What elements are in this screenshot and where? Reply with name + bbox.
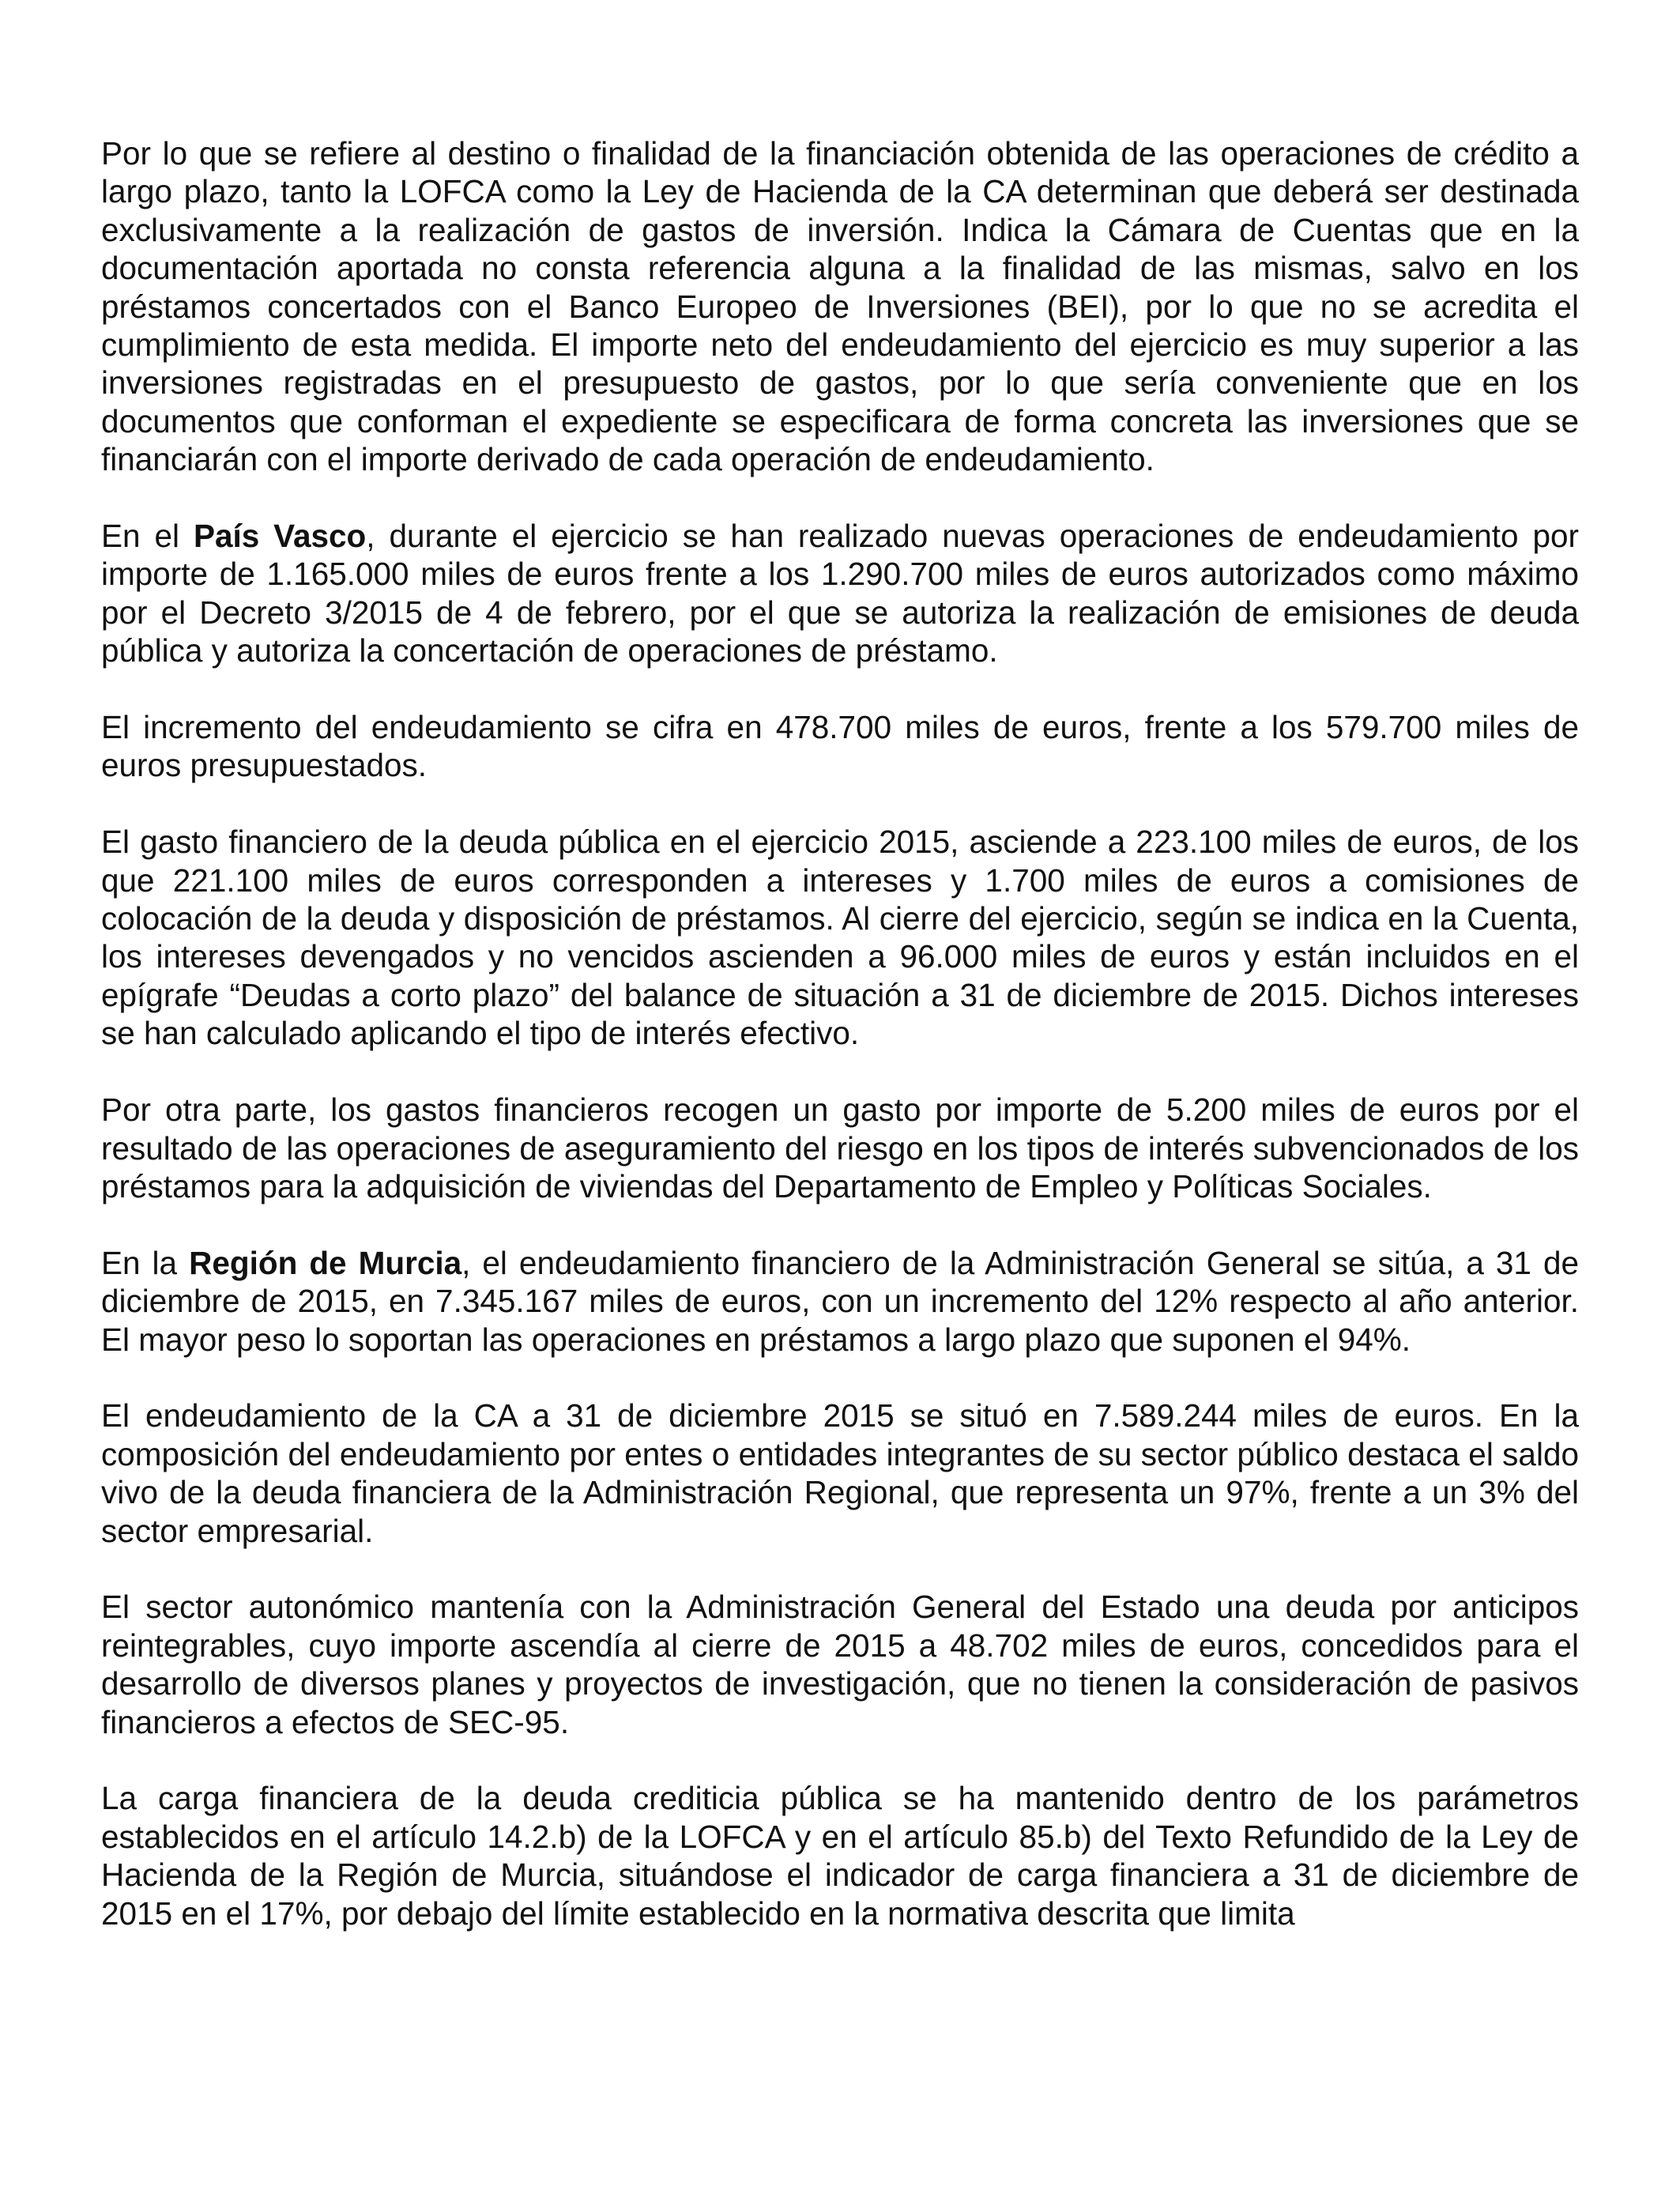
paragraph-pais-vasco-debt — [101, 517, 1579, 670]
paragraph-financing-purpose: Por lo que se refiere al destino o finalidad de la financiación obtenida de las operaciones de crédito a largo plazo, tanto la LOFCA como la Ley de Hacienda de la CA determinan que deberá ser destinada exclusivamente a la realización de gastos de inversión. Indica la Cámara de Cuentas que en la documentación aportada no consta referencia alguna a la finalidad de las mismas, salvo en los préstamos concertados con el Banco Europeo de Inversiones (BEI), por lo que no se acredita el cumplimiento de esta medida. El importe neto del endeudamiento del ejercicio es muy superior a las inversiones registradas en el presupuesto de gastos, por lo que sería conveniente que en los documentos que conforman el expediente se especificara de forma concreta las inversiones que se financiarán con el importe derivado de cada operación de endeudamiento. — [101, 135, 1579, 478]
paragraph-refundable-advances: El sector autonómico mantenía con la Administración General del Estado una deuda por anticipos reintegrables, cuyo importe ascendía al cierre de 2015 a 48.702 miles de euros, concedidos para el desarrollo de diversos planes y proyectos de investigación, que no tienen la consideración de pasivos financieros a efectos de SEC-95. — [101, 1589, 1579, 1740]
paragraph-murcia-debt — [101, 1244, 1579, 1359]
paragraph-body-text: , el endeudamiento financiero de la Administración General se sitúa, a 31 de diciembre de 2015, en 7.345.167 miles de euros, con un incremento del 12% respecto al año anterior. El mayor peso lo soportan las operaciones en préstamos a largo plazo que suponen el 94%. — [101, 1244, 1580, 1358]
document-body — [101, 134, 1579, 1932]
paragraph-body-text: , durante el ejercicio se han realizado nuevas operaciones de endeudamiento por importe de 1.165.000 miles de euros frente a los 1.290.700 miles de euros autorizados como máximo por el Decreto 3/2015 de 4 de febrero, por el que se autoriza la realización de emisiones de deuda pública y autoriza la concertación de operaciones de préstamo. — [101, 518, 1579, 669]
paragraph-financial-expense: El gasto financiero de la deuda pública en el ejercicio 2015, asciende a 223.100 miles de euros, de los que 221.100 miles de euros corresponden a intereses y 1.700 miles de euros a comisiones de colocación de la deuda y disposición de préstamos. Al cierre del ejercicio, según se indica en la Cuenta, los intereses devengados y no vencidos ascienden a 96.000 miles de euros y están incluidos en el epígrafe “Deudas a corto plazo” del balance de situación a 31 de diciembre de 2015. Dichos intereses se han calculado aplicando el tipo de interés efectivo. — [101, 824, 1579, 1052]
paragraph-ca-debt-composition: El endeudamiento de la CA a 31 de diciembre 2015 se situó en 7.589.244 miles de euros. En la composición del endeudamiento por entes o entidades integrantes de su sector público destaca el saldo vivo de la deuda financiera de la Administración Regional, que representa un 97%, frente a un 3% del sector empresarial. — [101, 1397, 1579, 1549]
paragraph-debt-increase: El incremento del endeudamiento se cifra en 478.700 miles de euros, frente a los 579.700 miles de euros presupuestados. — [101, 709, 1579, 784]
region-name-murcia: Región de Murcia — [189, 1244, 462, 1281]
paragraph-hedging-expense: Por otra parte, los gastos financieros recogen un gasto por importe de 5.200 miles de euros por el resultado de las operaciones de aseguramiento del riesgo en los tipos de interés subvencionados de los préstamos para la adquisición de viviendas del Departamento de Empleo y Políticas Sociales. — [101, 1091, 1579, 1204]
paragraph-lead-text: En el — [101, 518, 194, 555]
paragraph-lead-text: En la — [101, 1244, 190, 1281]
region-name-pais-vasco: País Vasco — [193, 518, 367, 555]
paragraph-financial-burden: La carga financiera de la deuda crediticia pública se ha mantenido dentro de los parámetros establecidos en el artículo 14.2.b) de la LOFCA y en el artículo 85.b) del Texto Refundido de la Ley de Hacienda de la Región de Murcia, situándose el indicador de carga financiera a 31 de diciembre de 2015 en el 17%, por debajo del límite establecido en la normativa descrita que limita — [101, 1780, 1579, 1932]
